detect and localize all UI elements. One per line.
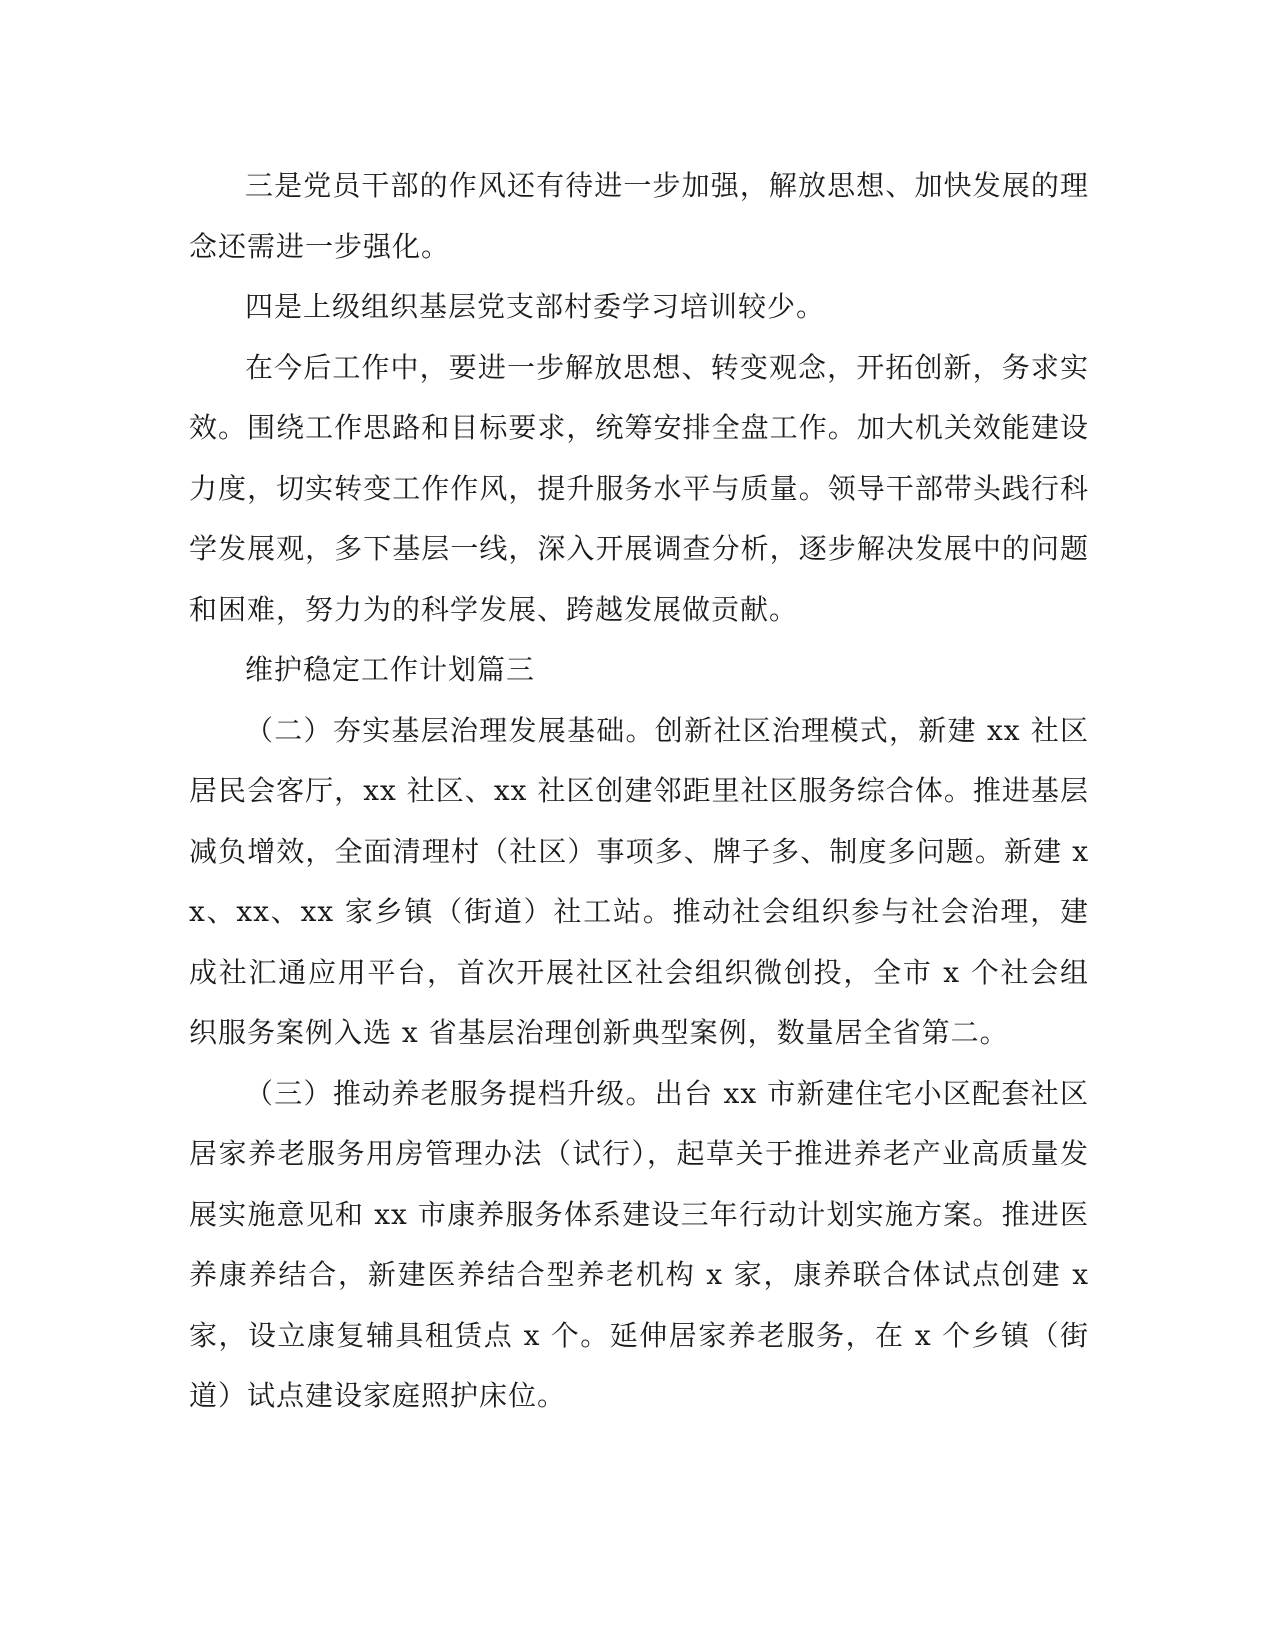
paragraph-training: 四是上级组织基层党支部村委学习培训较少。 bbox=[245, 290, 826, 323]
paragraph-grassroots-governance: （二）夯实基层治理发展基础。创新社区治理模式，新建 xx 社区居民会客厅，xx 社区、xx 社区创建邻距里社区服务综合体。推进基层减负增效，全面清理村（社区）事项多、牌子多、制度多问题。新建 xx、xx、xx 家乡镇（街道）社工站。推动社会组织参与社会治理，建成社汇通应用平台，首次开展社区社会组织微创投，全市 x 个社会组织服务案例入选 x 省基层治理创新典型案例，数量居全省第二。 bbox=[189, 713, 1089, 1049]
paragraph-future-work: 在今后工作中，要进一步解放思想、转变观念，开拓创新，务求实效。围绕工作思路和目标要求，统筹安排全盘工作。加大机关效能建设力度，切实转变工作作风，提升服务水平与质量。领导干部带头践行科学发展观，多下基层一线，深入开展调查分析，逐步解决发展中的问题和困难，努力为的科学发展、跨越发展做贡献。 bbox=[189, 350, 1089, 626]
paragraph-cadre-style: 三是党员干部的作风还有待进一步加强，解放思想、加快发展的理念还需进一步强化。 bbox=[189, 169, 1089, 263]
document-body bbox=[189, 156, 1089, 1427]
section-heading: 维护稳定工作计划篇三 bbox=[245, 653, 536, 686]
paragraph-elderly-care: （三）推动养老服务提档升级。出台 xx 市新建住宅小区配套社区居家养老服务用房管理办法（试行），起草关于推进养老产业高质量发展实施意见和 xx 市康养服务体系建设三年行动计划实施方案。推进医养康养结合，新建医养结合型养老机构 x 家，康养联合体试点创建 x 家，设立康复辅具租赁点 x 个。延伸居家养老服务，在 x 个乡镇（街道）试点建设家庭照护床位。 bbox=[189, 1076, 1089, 1412]
